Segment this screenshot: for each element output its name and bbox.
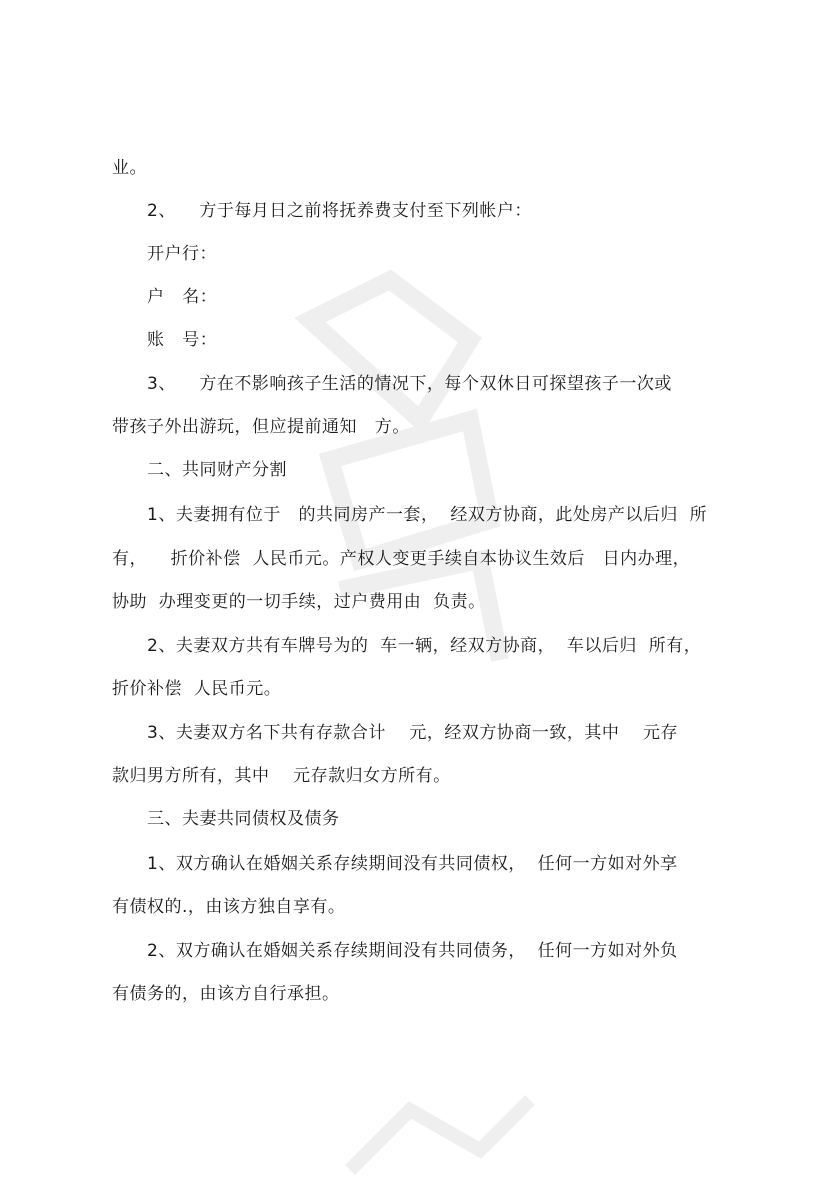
text-line: 款归男方所有，其中 元存款归女方所有。 bbox=[112, 766, 451, 786]
text-line: 3、 方在不影响孩子生活的情况下，每个双休日可探望孩子一次或 bbox=[147, 374, 672, 394]
text-line: 有债权的.，由该方独自享有。 bbox=[112, 897, 346, 917]
text-line: 2、 方于每月日之前将抚养费支付至下列帐户： bbox=[147, 201, 532, 221]
text-line: 有债务的，由该方自行承担。 bbox=[112, 984, 340, 1004]
watermark-logo-bottom bbox=[330, 1090, 550, 1180]
text-line: 账 号： bbox=[147, 330, 218, 350]
text-line: 1、夫妻拥有位于 的共同房产一套， 经双方协商，此处房产以后归 所 bbox=[147, 505, 708, 525]
text-line: 业。 bbox=[112, 158, 147, 178]
watermark-logo bbox=[270, 260, 530, 680]
text-line: 2、夫妻双方共有车牌号为的 车一辆，经双方协商， 车以后归 所有， bbox=[147, 636, 702, 656]
section-heading: 三、夫妻共同债权及债务 bbox=[147, 809, 340, 829]
text-line: 折价补偿 人民币元。 bbox=[112, 679, 282, 699]
section-heading: 二、共同财产分割 bbox=[147, 460, 287, 480]
text-line: 协助 办理变更的一切手续，过户费用由 负责。 bbox=[112, 592, 486, 612]
text-line: 带孩子外出游玩，但应提前通知 方。 bbox=[112, 417, 410, 437]
text-line: 户 名： bbox=[147, 287, 218, 307]
text-line: 有， 折价补偿 人民币元。产权人变更手续自本协议生效后 日内办理， bbox=[112, 549, 691, 569]
text-line: 2、双方确认在婚姻关系存续期间没有共同债务， 任何一方如对外负 bbox=[147, 941, 678, 961]
text-line: 开户行： bbox=[147, 244, 217, 264]
text-line: 1、双方确认在婚姻关系存续期间没有共同债权， 任何一方如对外享 bbox=[147, 854, 678, 874]
text-line: 3、夫妻双方名下共有存款合计 元，经双方协商一致，其中 元存 bbox=[147, 723, 679, 743]
